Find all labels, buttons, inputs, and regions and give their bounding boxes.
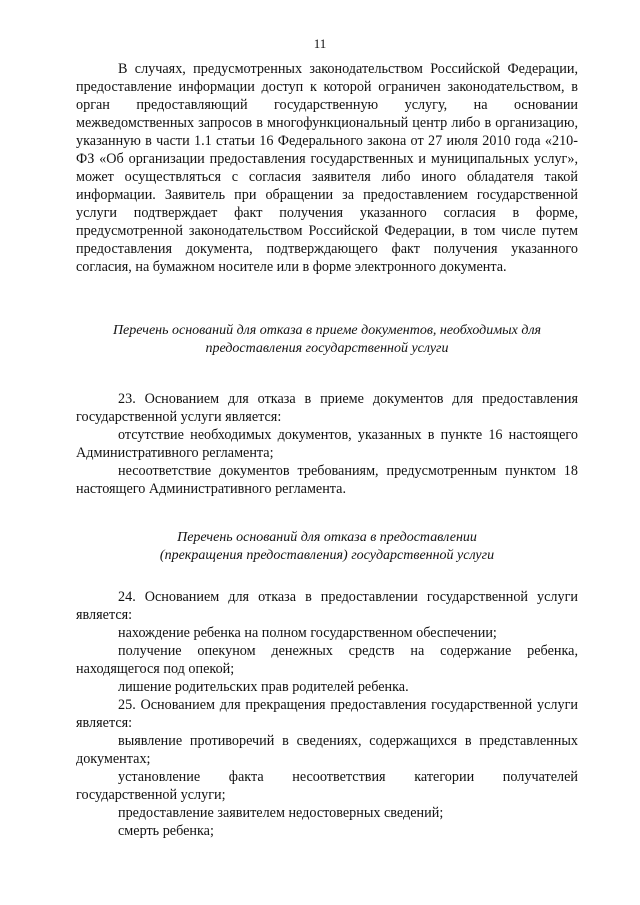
list-item: предоставление заявителем недостоверных сведений;: [118, 805, 444, 821]
heading-refusal-provision: [76, 529, 578, 565]
heading-line: Перечень оснований для отказа в предоставлении: [177, 530, 477, 545]
list-item: установление факта несоответствия категории получателей государственной услуги;: [76, 769, 578, 803]
section-24-25: [76, 588, 578, 840]
section-24-intro: 24. Основанием для отказа в предоставлении государственной услуги является:: [76, 589, 578, 623]
list-item: лишение родительских прав родителей ребенка.: [118, 679, 409, 695]
heading-line: (прекращения предоставления) государственной услуги: [159, 548, 495, 563]
page-number: 11: [313, 36, 327, 51]
list-item: нахождение ребенка на полном государственном обеспечении;: [118, 625, 497, 641]
list-item: смерть ребенка;: [118, 823, 214, 839]
section-23: [76, 390, 578, 498]
list-item: получение опекуном денежных средств на содержание ребенка, находящегося под опекой;: [76, 643, 578, 677]
section-23-intro: 23. Основанием для отказа в приеме документов для предоставления государственной услуги является:: [76, 391, 578, 425]
heading-line: предоставления государственной услуги: [205, 341, 449, 356]
heading-line: Перечень оснований для отказа в приеме документов, необходимых для: [112, 323, 542, 338]
intro-paragraph: В случаях, предусмотренных законодательством Российской Федерации, предоставление информации доступ к которой ограничен законодательством, в орган предоставляющий государственную услугу, на основании межведомственных запросов в многофункциональный центр либо в организацию, указанную в части 1.1 статьи 16 Федерального закона от 27 июля 2010 года «210-ФЗ «Об организации предоставления государственных и муниципальных услуг», может осуществляться с согласия заявителя либо иного обладателя такой информации. Заявитель при обращении за предоставлением государственной услуги подтверждает факт получения указанного согласия в форме, предусмотренной законодательством Российской Федерации, в том числе путем предоставления документа, подтверждающего факт получения указанного согласия, на бумажном носителе или в форме электронного документа.: [76, 61, 578, 275]
list-item: выявление противоречий в сведениях, содержащихся в представленных документах;: [76, 733, 578, 767]
intro-block: [76, 60, 578, 276]
list-item: несоответствие документов требованиям, предусмотренным пунктом 18 настоящего Административного регламента.: [76, 463, 578, 497]
section-25-intro: 25. Основанием для прекращения предоставления государственной услуги является:: [76, 697, 578, 731]
heading-refusal-acceptance: [76, 322, 578, 358]
list-item: отсутствие необходимых документов, указанных в пункте 16 настоящего Административного регламента;: [76, 427, 578, 461]
